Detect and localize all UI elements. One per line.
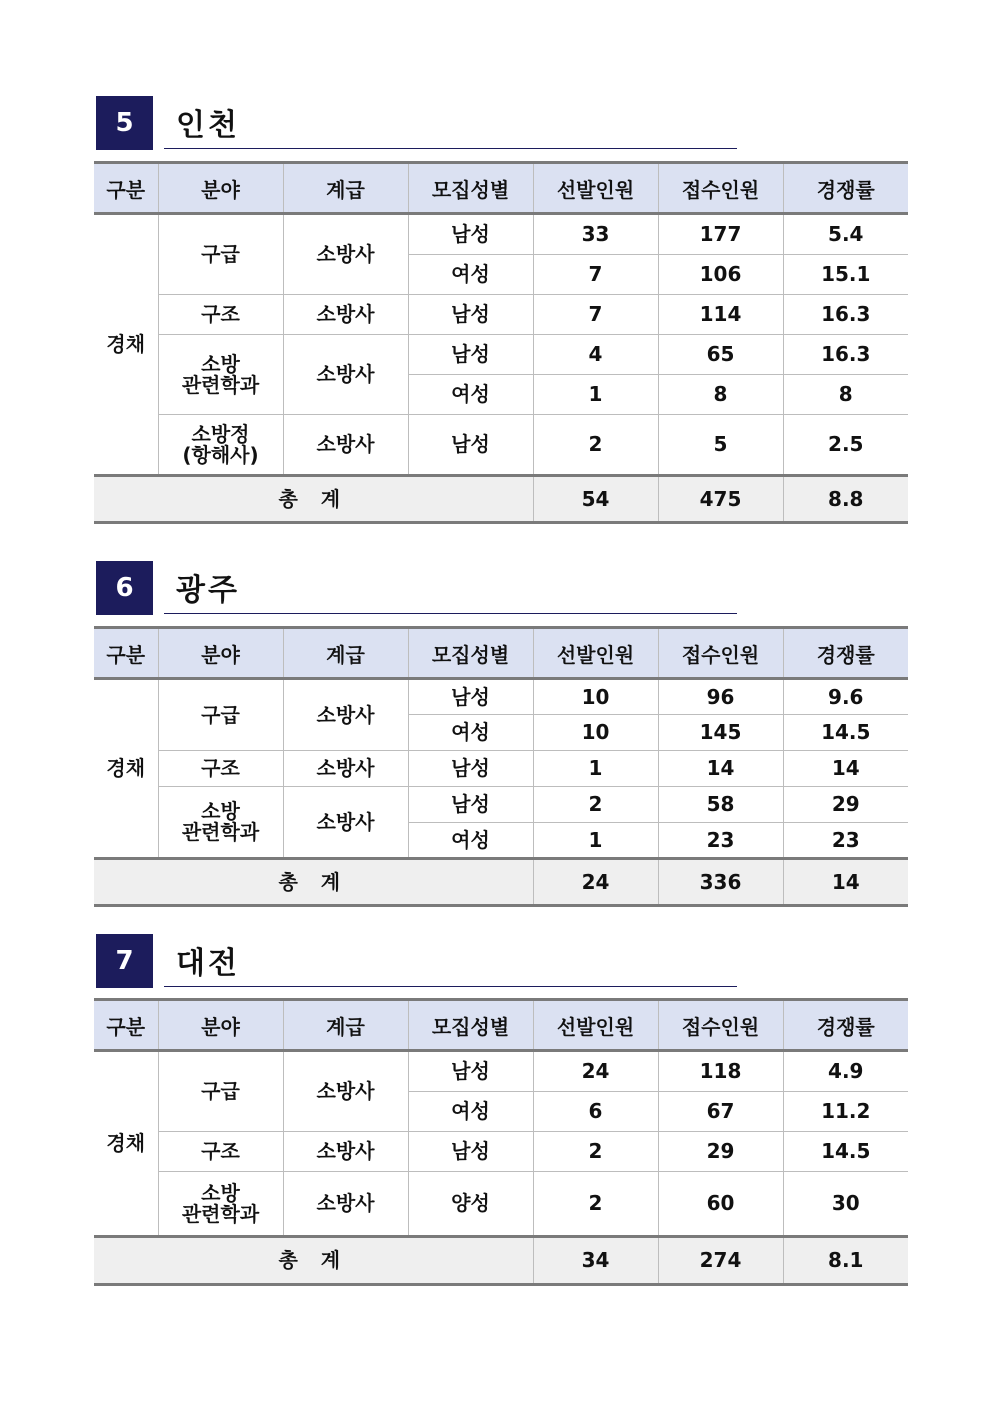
field-line: 소방 <box>201 799 240 823</box>
gender-cell: 양성 <box>408 1172 533 1237</box>
applied-cell: 145 <box>658 715 783 751</box>
total-applied: 336 <box>658 859 783 906</box>
header-rank: 계급 <box>283 163 408 214</box>
rank-cell: 소방사 <box>283 335 408 415</box>
rank-cell: 소방사 <box>283 1172 408 1237</box>
header-selected: 선발인원 <box>533 1000 658 1051</box>
total-selected: 34 <box>533 1237 658 1285</box>
applied-cell: 14 <box>658 751 783 787</box>
applied-cell: 96 <box>658 679 783 715</box>
header-applied: 접수인원 <box>658 628 783 679</box>
selected-cell: 6 <box>533 1092 658 1132</box>
total-row <box>94 1237 908 1285</box>
gender-cell: 남성 <box>408 679 533 715</box>
total-selected: 54 <box>533 476 658 523</box>
table-header-row <box>94 628 908 679</box>
section-daejeon <box>94 934 899 1272</box>
applied-cell: 114 <box>658 295 783 335</box>
applied-cell: 5 <box>658 415 783 476</box>
section-number: 7 <box>96 934 153 988</box>
rank-cell: 소방사 <box>283 679 408 751</box>
gender-cell: 남성 <box>408 751 533 787</box>
ratio-cell: 8 <box>783 375 908 415</box>
total-applied: 274 <box>658 1237 783 1285</box>
selected-cell: 10 <box>533 679 658 715</box>
table-header-row <box>94 1000 908 1051</box>
applied-cell: 8 <box>658 375 783 415</box>
selected-cell: 10 <box>533 715 658 751</box>
gender-cell: 남성 <box>408 415 533 476</box>
header-gender: 모집성별 <box>408 628 533 679</box>
field-cell: 구급 <box>158 1051 283 1132</box>
section-underline <box>164 986 737 987</box>
header-field: 분야 <box>158 163 283 214</box>
rank-cell: 소방사 <box>283 415 408 476</box>
selected-cell: 7 <box>533 295 658 335</box>
gender-cell: 남성 <box>408 214 533 255</box>
gender-cell: 여성 <box>408 255 533 295</box>
selected-cell: 1 <box>533 823 658 859</box>
applied-cell: 29 <box>658 1132 783 1172</box>
table-row <box>94 415 908 476</box>
section-header <box>94 96 899 152</box>
ratio-cell: 4.9 <box>783 1051 908 1092</box>
table-row <box>94 335 908 375</box>
rank-cell: 소방사 <box>283 1132 408 1172</box>
field-cell: 구급 <box>158 214 283 295</box>
header-category: 구분 <box>94 163 158 214</box>
header-category: 구분 <box>94 1000 158 1051</box>
applied-cell: 177 <box>658 214 783 255</box>
total-selected: 24 <box>533 859 658 906</box>
rank-cell: 소방사 <box>283 295 408 335</box>
table-row <box>94 1051 908 1092</box>
total-row <box>94 476 908 523</box>
table-row <box>94 1172 908 1237</box>
field-cell <box>158 335 283 415</box>
section-number: 5 <box>96 96 153 150</box>
ratio-cell: 2.5 <box>783 415 908 476</box>
gender-cell: 여성 <box>408 1092 533 1132</box>
header-gender: 모집성별 <box>408 1000 533 1051</box>
gender-cell: 남성 <box>408 1051 533 1092</box>
section-header <box>94 561 899 617</box>
applied-cell: 58 <box>658 787 783 823</box>
total-ratio: 8.1 <box>783 1237 908 1285</box>
field-cell: 구급 <box>158 679 283 751</box>
ratio-cell: 29 <box>783 787 908 823</box>
field-cell: 구조 <box>158 751 283 787</box>
ratio-cell: 14.5 <box>783 715 908 751</box>
total-label: 총 계 <box>94 1237 533 1285</box>
rank-cell: 소방사 <box>283 787 408 859</box>
ratio-cell: 23 <box>783 823 908 859</box>
field-line: 소방 <box>201 351 240 376</box>
rank-cell: 소방사 <box>283 751 408 787</box>
rank-cell: 소방사 <box>283 214 408 295</box>
header-selected: 선발인원 <box>533 628 658 679</box>
section-header <box>94 934 899 990</box>
section-incheon <box>94 96 899 511</box>
applied-cell: 65 <box>658 335 783 375</box>
header-field: 분야 <box>158 1000 283 1051</box>
table-row <box>94 787 908 823</box>
total-applied: 475 <box>658 476 783 523</box>
selected-cell: 2 <box>533 787 658 823</box>
ratio-cell: 15.1 <box>783 255 908 295</box>
header-rank: 계급 <box>283 1000 408 1051</box>
field-line: 소방정 <box>191 421 250 446</box>
recruitment-table <box>94 626 908 907</box>
ratio-cell: 14.5 <box>783 1132 908 1172</box>
section-title: 인천 <box>176 108 240 143</box>
total-ratio: 8.8 <box>783 476 908 523</box>
header-gender: 모집성별 <box>408 163 533 214</box>
field-line: 관련학과 <box>181 372 260 397</box>
field-cell: 구조 <box>158 1132 283 1172</box>
table-row <box>94 751 908 787</box>
applied-cell: 118 <box>658 1051 783 1092</box>
table-row <box>94 295 908 335</box>
selected-cell: 1 <box>533 375 658 415</box>
section-number: 6 <box>96 561 153 615</box>
ratio-cell: 11.2 <box>783 1092 908 1132</box>
selected-cell: 24 <box>533 1051 658 1092</box>
field-cell <box>158 1172 283 1237</box>
gender-cell: 남성 <box>408 787 533 823</box>
total-label: 총 계 <box>94 476 533 523</box>
recruitment-table <box>94 998 908 1286</box>
field-line: 관련학과 <box>181 1201 260 1226</box>
gender-cell: 여성 <box>408 375 533 415</box>
header-ratio: 경쟁률 <box>783 1000 908 1051</box>
header-applied: 접수인원 <box>658 1000 783 1051</box>
header-applied: 접수인원 <box>658 163 783 214</box>
table-row <box>94 1132 908 1172</box>
selected-cell: 1 <box>533 751 658 787</box>
total-ratio: 14 <box>783 859 908 906</box>
gender-cell: 남성 <box>408 335 533 375</box>
field-cell <box>158 787 283 859</box>
table-header-row <box>94 163 908 214</box>
ratio-cell: 9.6 <box>783 679 908 715</box>
section-underline <box>164 148 737 149</box>
table-row <box>94 214 908 255</box>
applied-cell: 106 <box>658 255 783 295</box>
header-rank: 계급 <box>283 628 408 679</box>
gender-cell: 여성 <box>408 823 533 859</box>
gender-cell: 남성 <box>408 295 533 335</box>
recruitment-table <box>94 161 908 524</box>
field-line: (항해사) <box>182 442 259 467</box>
gender-cell: 여성 <box>408 715 533 751</box>
selected-cell: 2 <box>533 1172 658 1237</box>
header-ratio: 경쟁률 <box>783 163 908 214</box>
field-line: 소방 <box>201 1180 240 1205</box>
field-cell: 구조 <box>158 295 283 335</box>
gender-cell: 남성 <box>408 1132 533 1172</box>
ratio-cell: 30 <box>783 1172 908 1237</box>
field-line: 관련학과 <box>181 820 260 844</box>
header-field: 분야 <box>158 628 283 679</box>
field-cell <box>158 415 283 476</box>
applied-cell: 23 <box>658 823 783 859</box>
total-row <box>94 859 908 906</box>
section-underline <box>164 613 737 614</box>
ratio-cell: 16.3 <box>783 295 908 335</box>
applied-cell: 60 <box>658 1172 783 1237</box>
header-category: 구분 <box>94 628 158 679</box>
applied-cell: 67 <box>658 1092 783 1132</box>
category-cell: 경채 <box>94 679 158 859</box>
ratio-cell: 16.3 <box>783 335 908 375</box>
rank-cell: 소방사 <box>283 1051 408 1132</box>
header-selected: 선발인원 <box>533 163 658 214</box>
selected-cell: 2 <box>533 415 658 476</box>
table-row <box>94 679 908 715</box>
ratio-cell: 5.4 <box>783 214 908 255</box>
section-title: 광주 <box>176 573 240 608</box>
selected-cell: 33 <box>533 214 658 255</box>
selected-cell: 2 <box>533 1132 658 1172</box>
section-gwangju <box>94 561 899 894</box>
total-label: 총 계 <box>94 859 533 906</box>
section-title: 대전 <box>176 946 240 981</box>
selected-cell: 4 <box>533 335 658 375</box>
category-cell: 경채 <box>94 1051 158 1237</box>
header-ratio: 경쟁률 <box>783 628 908 679</box>
selected-cell: 7 <box>533 255 658 295</box>
ratio-cell: 14 <box>783 751 908 787</box>
category-cell: 경채 <box>94 214 158 476</box>
